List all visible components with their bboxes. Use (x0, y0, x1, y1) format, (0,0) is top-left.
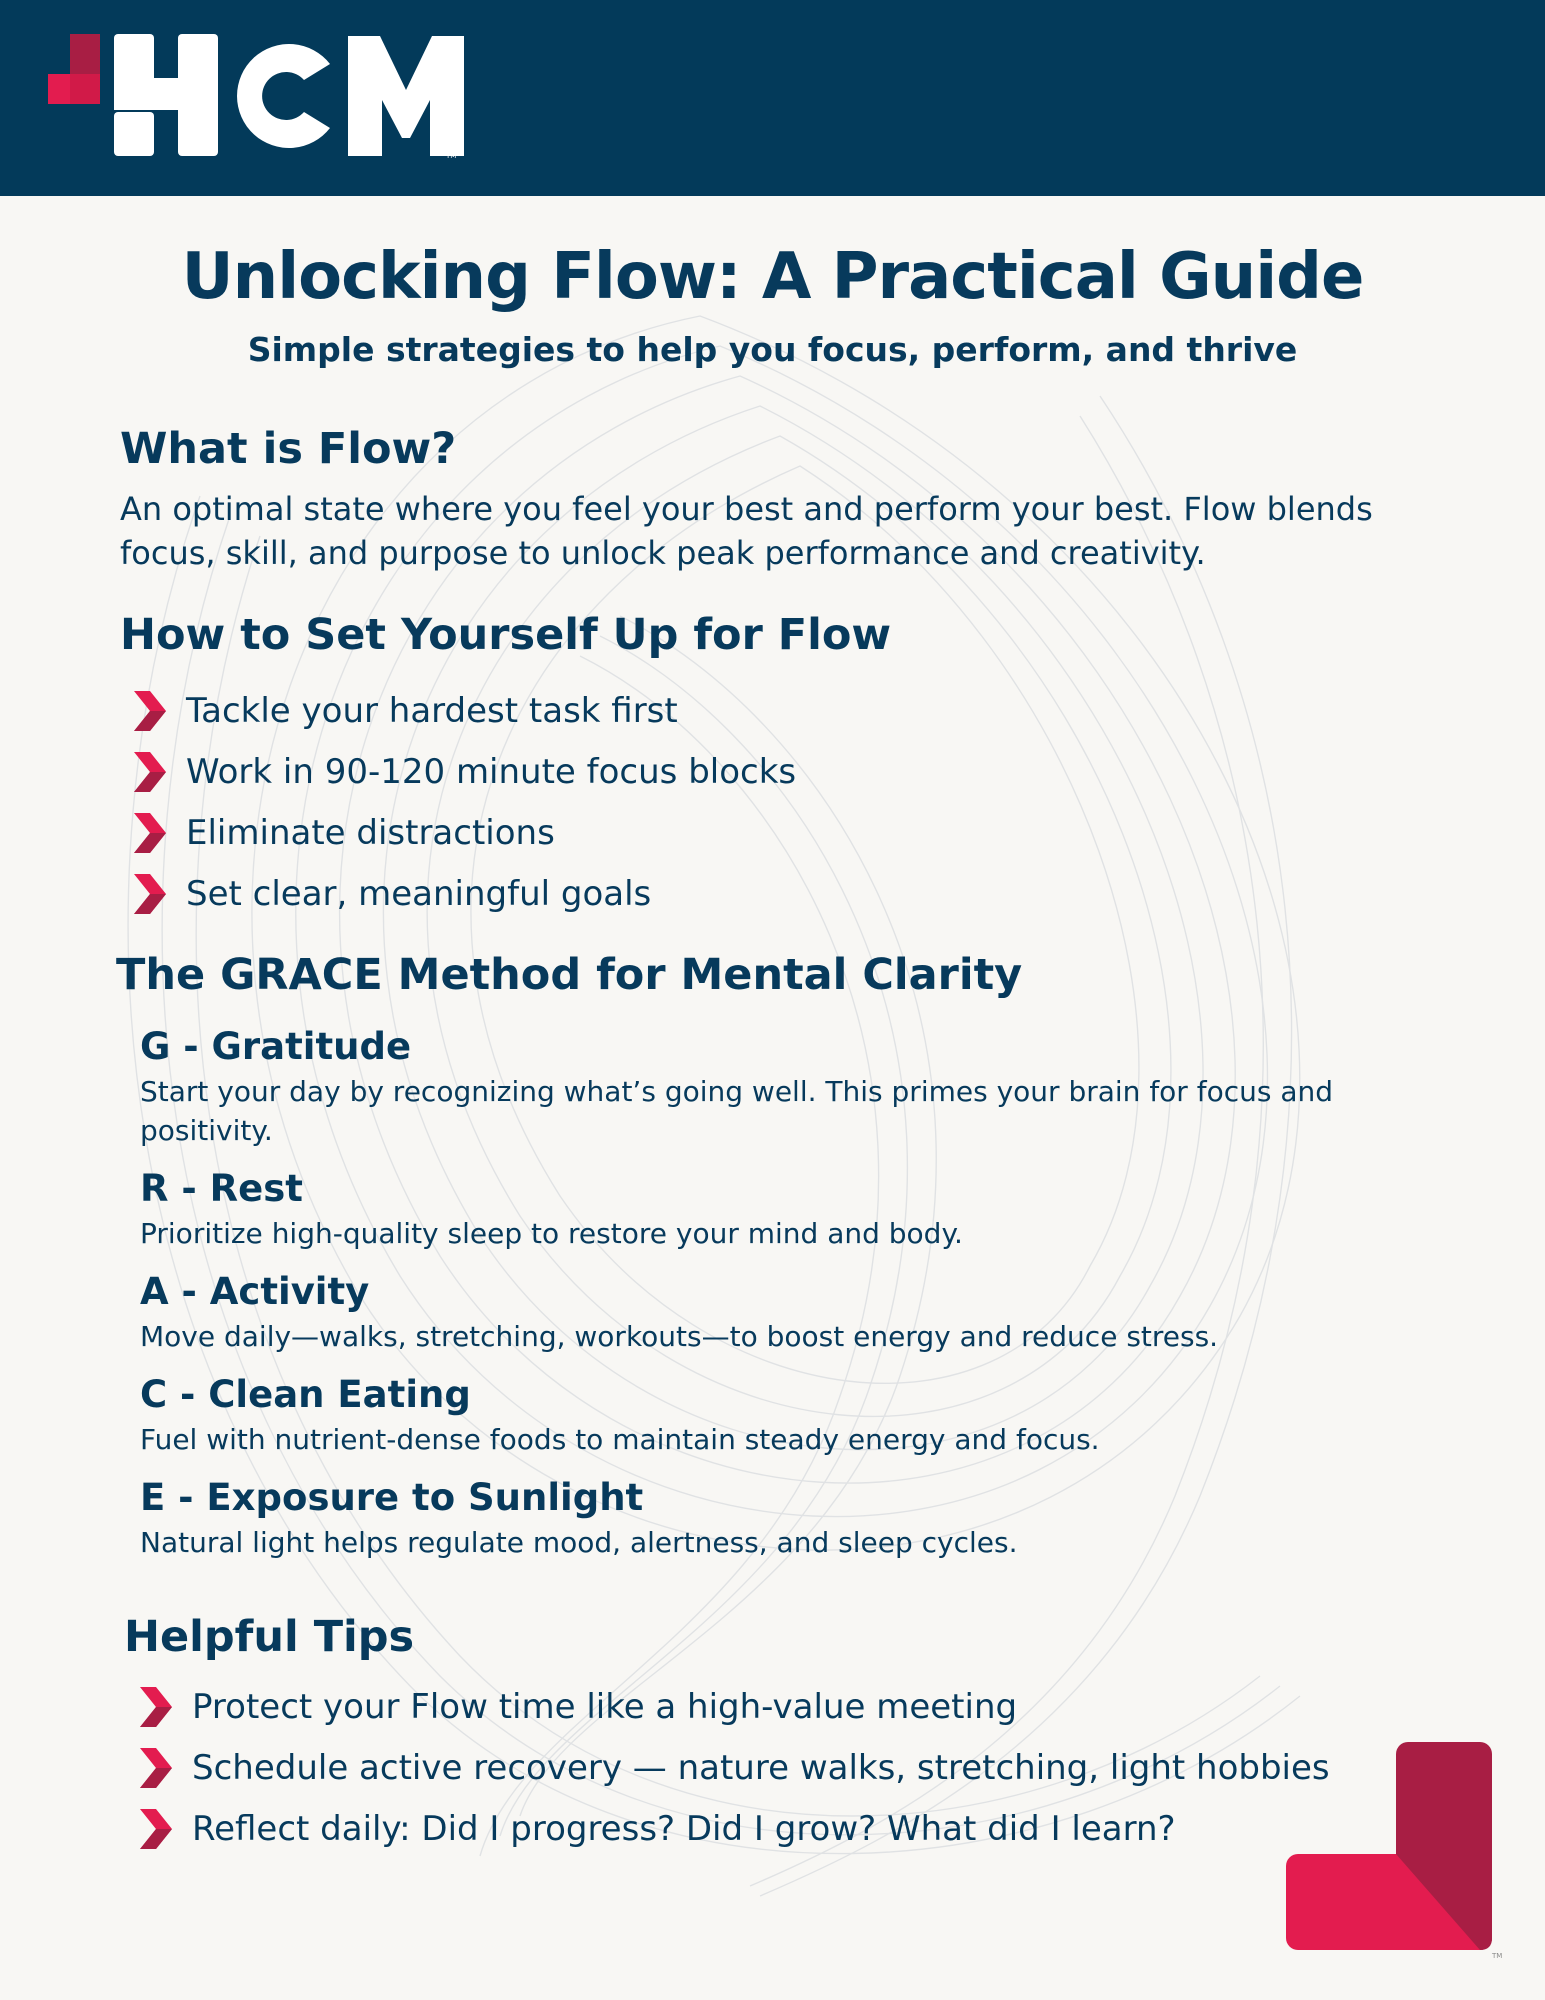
grace-item (140, 1473, 1370, 1562)
page-title: Unlocking Flow: A Practical Guide (181, 240, 1364, 314)
grace-item (140, 1022, 1370, 1150)
header-bar (0, 0, 1545, 196)
grace-item-desc: Start your day by recognizing what’s going well. This primes your brain for focus and positivity. (140, 1075, 1334, 1147)
tip-item-text: Schedule active recovery — nature walks, stretching, light hobbies (192, 1747, 1330, 1788)
svg-text:TM: TM (1492, 1952, 1503, 1960)
tips-list (136, 1676, 1330, 1859)
tips-heading: Helpful Tips (124, 1612, 415, 1662)
chevron-right-icon (130, 689, 168, 733)
list-item (130, 863, 796, 924)
list-item (136, 1798, 1330, 1859)
list-item (136, 1676, 1330, 1737)
chevron-right-icon (136, 1746, 174, 1790)
grace-item-title: R - Rest (140, 1167, 303, 1210)
what-is-flow-heading: What is Flow? (120, 424, 457, 474)
chevron-right-icon (130, 750, 168, 794)
list-item (136, 1737, 1330, 1798)
brand-corner-icon (1284, 1742, 1504, 1960)
tip-item-text: Reflect daily: Did I progress? Did I grow? What did I learn? (192, 1808, 1176, 1849)
setup-heading: How to Set Yourself Up for Flow (120, 610, 892, 660)
setup-item-text: Set clear, meaningful goals (186, 873, 652, 914)
hcm-logo (48, 34, 468, 158)
grace-item-desc: Fuel with nutrient-dense foods to maintain steady energy and focus. (140, 1423, 1100, 1456)
grace-item-title: A - Activity (140, 1270, 370, 1313)
setup-item-text: Eliminate distractions (186, 812, 555, 853)
grace-item-title: C - Clean Eating (140, 1373, 471, 1416)
list-item (130, 680, 796, 741)
grace-item-desc: Natural light helps regulate mood, alertness, and sleep cycles. (140, 1526, 1018, 1559)
chevron-right-icon (136, 1807, 174, 1851)
grace-item-desc: Move daily—walks, stretching, workouts—to boost energy and reduce stress. (140, 1320, 1219, 1353)
grace-item (140, 1267, 1370, 1356)
what-is-flow-body: An optimal state where you feel your best and perform your best. Flow blends focus, skill, and purpose to unlock peak performance and creativity. (120, 490, 1373, 572)
grace-item (140, 1370, 1370, 1459)
setup-list (130, 680, 796, 924)
svg-text:TM: TM (446, 152, 457, 158)
grace-item (140, 1164, 1370, 1253)
chevron-right-icon (130, 872, 168, 916)
page-subtitle: Simple strategies to help you focus, perform, and thrive (247, 330, 1298, 369)
chevron-right-icon (130, 811, 168, 855)
list-item (130, 802, 796, 863)
setup-item-text: Tackle your hardest task first (186, 690, 678, 731)
grace-heading: The GRACE Method for Mental Clarity (116, 950, 1023, 1000)
grace-item-title: G - Gratitude (140, 1025, 412, 1068)
grace-item-desc: Prioritize high-quality sleep to restore your mind and body. (140, 1217, 963, 1250)
grace-item-title: E - Exposure to Sunlight (140, 1476, 644, 1519)
list-item (130, 741, 796, 802)
setup-item-text: Work in 90-120 minute focus blocks (186, 751, 797, 792)
tip-item-text: Protect your Flow time like a high-value meeting (192, 1686, 1018, 1727)
chevron-right-icon (136, 1685, 174, 1729)
grace-list (140, 1022, 1370, 1576)
